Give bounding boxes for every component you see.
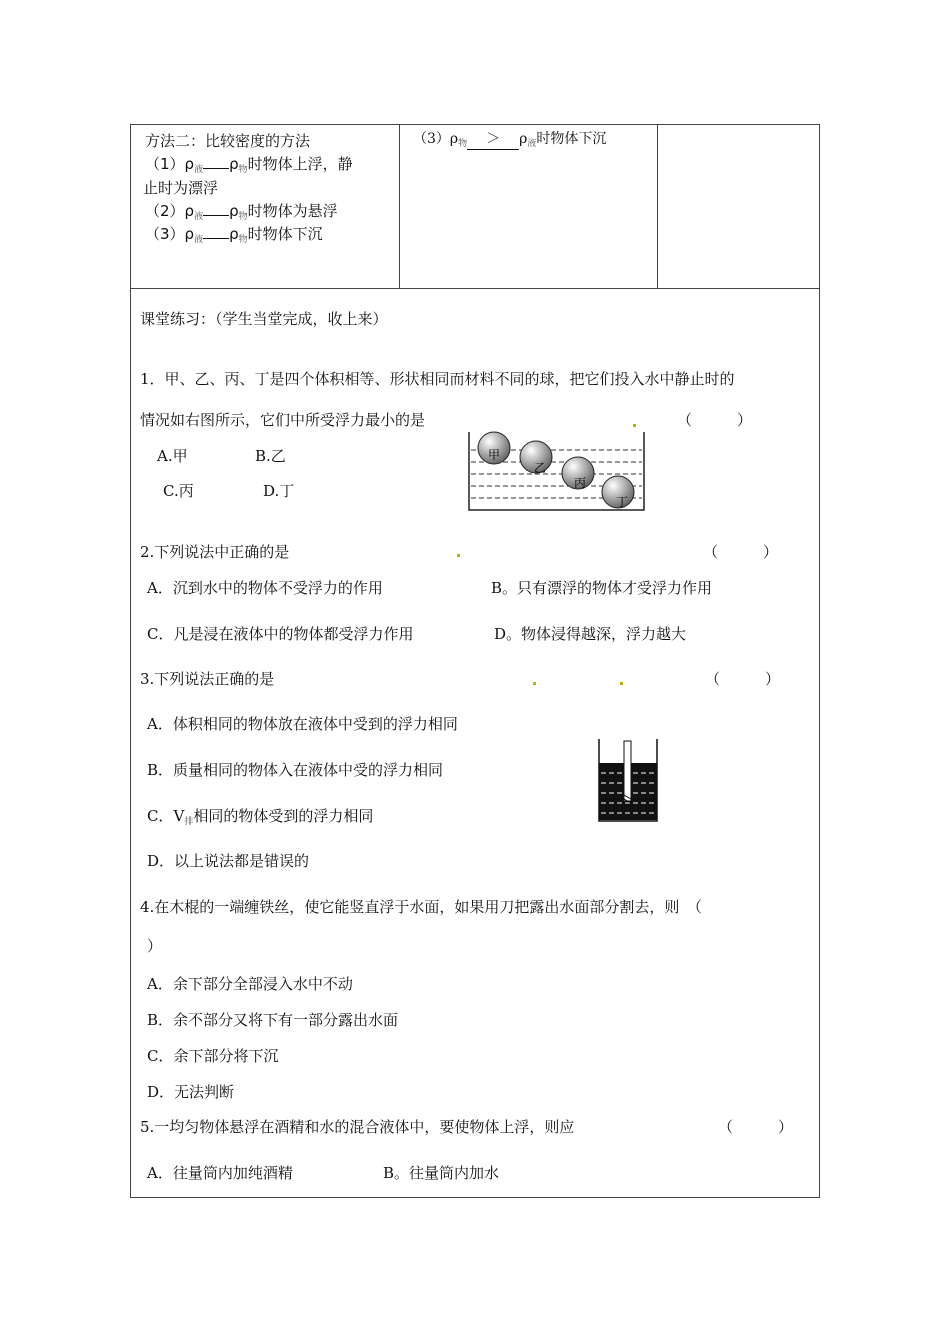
method-item-3: $(3)\rho_液$ $\rho_物$时物体下沉: [145, 225, 323, 245]
q3-option-c: C．$V_排$相同的物体受到的浮力相同: [147, 807, 374, 827]
svg-text:丙: 丙: [573, 476, 587, 490]
q2-option-a: A．沉到水中的物体不受浮力的作用: [147, 579, 383, 597]
method-item-1: $(1)\rho_液$ $\rho_物$时物体上浮，静: [145, 155, 353, 175]
ball-bing: [562, 457, 594, 490]
q1-option-a: A.甲: [157, 447, 188, 465]
stick-in-liquid-figure: [596, 737, 660, 825]
q4-line1: 4.在木棍的一端缠铁丝，使它能竖直浮于水面，如果用刀把露出水面部分割去，则 （: [140, 898, 702, 916]
q1-option-b: B.乙: [255, 447, 286, 465]
row-divider: [131, 288, 819, 289]
q2-stem: 2.下列说法中正确的是: [140, 543, 290, 561]
speck: [620, 682, 623, 685]
q1-line2: 情况如右图所示，它们中所受浮力最小的是: [140, 411, 426, 429]
q5-option-b: B。往量筒内加水: [383, 1164, 500, 1182]
svg-text:丁: 丁: [615, 495, 629, 509]
q4-option-d: D．无法判断: [147, 1083, 235, 1101]
q4-line2: ）: [147, 937, 163, 955]
q3-option-b: B．质量相同的物体入在液体中受的浮力相同: [147, 761, 444, 779]
q1-line1: 1．甲、乙、丙、丁是四个体积相等、形状相同而材料不同的球，把它们投入水中静止时的: [140, 370, 735, 388]
q2-option-c: C．凡是浸在液体中的物体都受浮力作用: [147, 625, 414, 643]
q2-option-b: B。只有漂浮的物体才受浮力作用: [491, 579, 713, 597]
speck: [457, 554, 460, 557]
ball-ding: [602, 476, 634, 509]
svg-text:甲: 甲: [487, 448, 501, 462]
q2-option-d: D。物体浸得越深，浮力越大: [494, 625, 687, 643]
ball-yi: [520, 441, 552, 475]
q1-option-c: C.丙: [163, 482, 194, 500]
q2-paren: （ ）: [703, 543, 779, 561]
practice-heading: 课堂练习：（学生当堂完成，收上来）: [140, 310, 388, 328]
q1-paren: （ ）: [677, 411, 753, 429]
column-divider-2: [657, 125, 658, 288]
method-item-2: $(2)\rho_液$ $\rho_物$时物体为悬浮: [145, 202, 338, 222]
q5-paren: （ ）: [718, 1118, 794, 1136]
method-title: 方法二：比较密度的方法: [145, 132, 311, 150]
page-table: [130, 124, 820, 1198]
q5-option-a: A．往量筒内加纯酒精: [147, 1164, 293, 1182]
wooden-stick: [624, 741, 631, 801]
q3-option-d: D．以上说法都是错误的: [147, 852, 310, 870]
q1-option-d: D.丁: [263, 482, 295, 500]
balls-in-water-figure: [464, 426, 654, 516]
column-divider-1: [399, 125, 400, 288]
q5-stem: 5.一均匀物体悬浮在酒精和水的混合液体中，要使物体上浮，则应: [140, 1118, 575, 1136]
method-item-1-cont: 止时为漂浮: [143, 179, 219, 197]
q3-paren: （ ）: [705, 670, 781, 688]
q3-stem: 3.下列说法正确的是: [140, 670, 275, 688]
ball-jia: [478, 432, 510, 464]
q4-option-c: C．余下部分将下沉: [147, 1047, 279, 1065]
q3-option-a: A．体积相同的物体放在液体中受到的浮力相同: [147, 715, 458, 733]
svg-text:乙: 乙: [533, 461, 547, 475]
speck: [533, 682, 536, 685]
q4-option-b: B．余不部分又将下有一部分露出水面: [147, 1011, 399, 1029]
q4-option-a: A．余下部分全部浸入水中不动: [147, 975, 353, 993]
answer-line: $(3)\rho_物 > \rho_液$时物体下沉: [413, 131, 607, 149]
